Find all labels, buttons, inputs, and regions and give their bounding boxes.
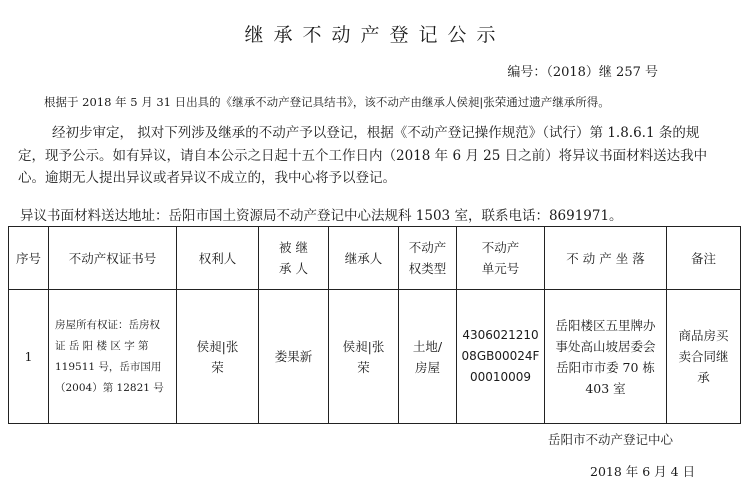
document-number: 编号：（2018）继 257 号 bbox=[507, 65, 658, 80]
header-cert-no: 不动产权证书号 bbox=[49, 227, 177, 290]
cell-cert-no-line: 房屋所有权证：岳房权 bbox=[55, 318, 160, 331]
header-unit-no-line: 不动产 bbox=[481, 240, 520, 255]
header-deceased bbox=[259, 227, 329, 290]
header-unit-no bbox=[457, 227, 545, 290]
cell-heir-line: 侯昶|张 bbox=[342, 338, 385, 354]
header-remarks: 备注 bbox=[667, 227, 741, 290]
header-seq: 序号 bbox=[9, 227, 49, 290]
intro-paragraph: 根据于 2018 年 5 月 31 日出具的《继承不动产登记具结书》，该不动产由继承人侯昶|张荣通过遗产继承所得。 bbox=[44, 95, 610, 109]
table-row bbox=[9, 290, 741, 424]
cell-owner-line: 荣 bbox=[211, 359, 224, 375]
cell-cert-no-line: 119511 号，岳市国用 bbox=[55, 360, 162, 373]
review-line: 经初步审定， 拟对下列涉及继承的不动产予以登记，根据《不动产登记操作规范》（试行）第 1.8.6.1 条的规 bbox=[52, 125, 700, 141]
cell-cert-no-line: 证 岳 阳 楼 区 字 第 bbox=[55, 339, 149, 352]
objection-address: 异议书面材料送达地址：岳阳市国土资源局不动产登记中心法规科 1503 室，联系电话：8691971。 bbox=[20, 208, 623, 224]
cell-heir-line: 荣 bbox=[357, 359, 370, 375]
cell-unit-no bbox=[457, 290, 545, 424]
notice-title: 继承不动产登记公示 bbox=[244, 24, 506, 46]
cell-owner bbox=[177, 290, 259, 424]
cell-heir bbox=[329, 290, 399, 424]
cell-remarks bbox=[667, 290, 741, 424]
cell-unit-no-line: 00010009 bbox=[469, 370, 532, 384]
cell-location-line: 岳阳市市委 70 栋 bbox=[556, 359, 655, 375]
issue-date: 2018 年 6 月 4 日 bbox=[590, 464, 696, 479]
header-unit-no-line: 单元号 bbox=[481, 261, 520, 276]
cell-cert-no bbox=[49, 290, 177, 424]
cell-remarks-line: 卖合同继 bbox=[678, 349, 729, 364]
cell-owner-line: 侯昶|张 bbox=[196, 338, 239, 354]
review-paragraph bbox=[18, 122, 734, 190]
cell-right-type bbox=[399, 290, 457, 424]
review-line: 定，现予公示。如有异议，请自本公示之日起十五个工作日内（2018 年 6 月 25 日之前）将异议书面材料送达我中 bbox=[18, 147, 708, 164]
cell-unit-no-line: 08GB00024F bbox=[461, 349, 540, 363]
header-right-type bbox=[399, 227, 457, 290]
cell-location bbox=[545, 290, 667, 424]
header-right-type-line: 权类型 bbox=[408, 261, 447, 276]
cell-cert-no-line: （2004）第 12821 号 bbox=[55, 381, 164, 394]
cell-right-type-line: 房屋 bbox=[414, 359, 440, 375]
header-location: 不 动 产 坐 落 bbox=[545, 227, 667, 290]
cell-location-line: 岳阳楼区五里牌办 bbox=[555, 317, 656, 333]
header-owner: 权利人 bbox=[177, 227, 259, 290]
header-deceased-line: 承 人 bbox=[279, 261, 308, 276]
cell-location-line: 事处高山坡居委会 bbox=[555, 338, 656, 354]
cell-right-type-line: 土地/ bbox=[412, 338, 443, 354]
review-line: 心。逾期无人提出异议或者异议不成立的，我中心将予以登记。 bbox=[18, 170, 396, 186]
table-header-row bbox=[9, 227, 741, 290]
header-deceased-line: 被 继 bbox=[279, 240, 308, 255]
header-heir: 继承人 bbox=[329, 227, 399, 290]
cell-deceased: 娄果新 bbox=[259, 290, 329, 424]
issuer-name: 岳阳市不动产登记中心 bbox=[548, 432, 674, 447]
property-table bbox=[8, 226, 741, 424]
cell-location-line: 403 室 bbox=[585, 380, 626, 396]
cell-unit-no-line: 4306021210 bbox=[462, 328, 539, 342]
cell-remarks-line: 商品房买 bbox=[678, 328, 729, 343]
cell-seq: 1 bbox=[9, 290, 49, 424]
cell-remarks-line: 承 bbox=[697, 370, 710, 385]
header-right-type-line: 不动产 bbox=[408, 240, 447, 255]
